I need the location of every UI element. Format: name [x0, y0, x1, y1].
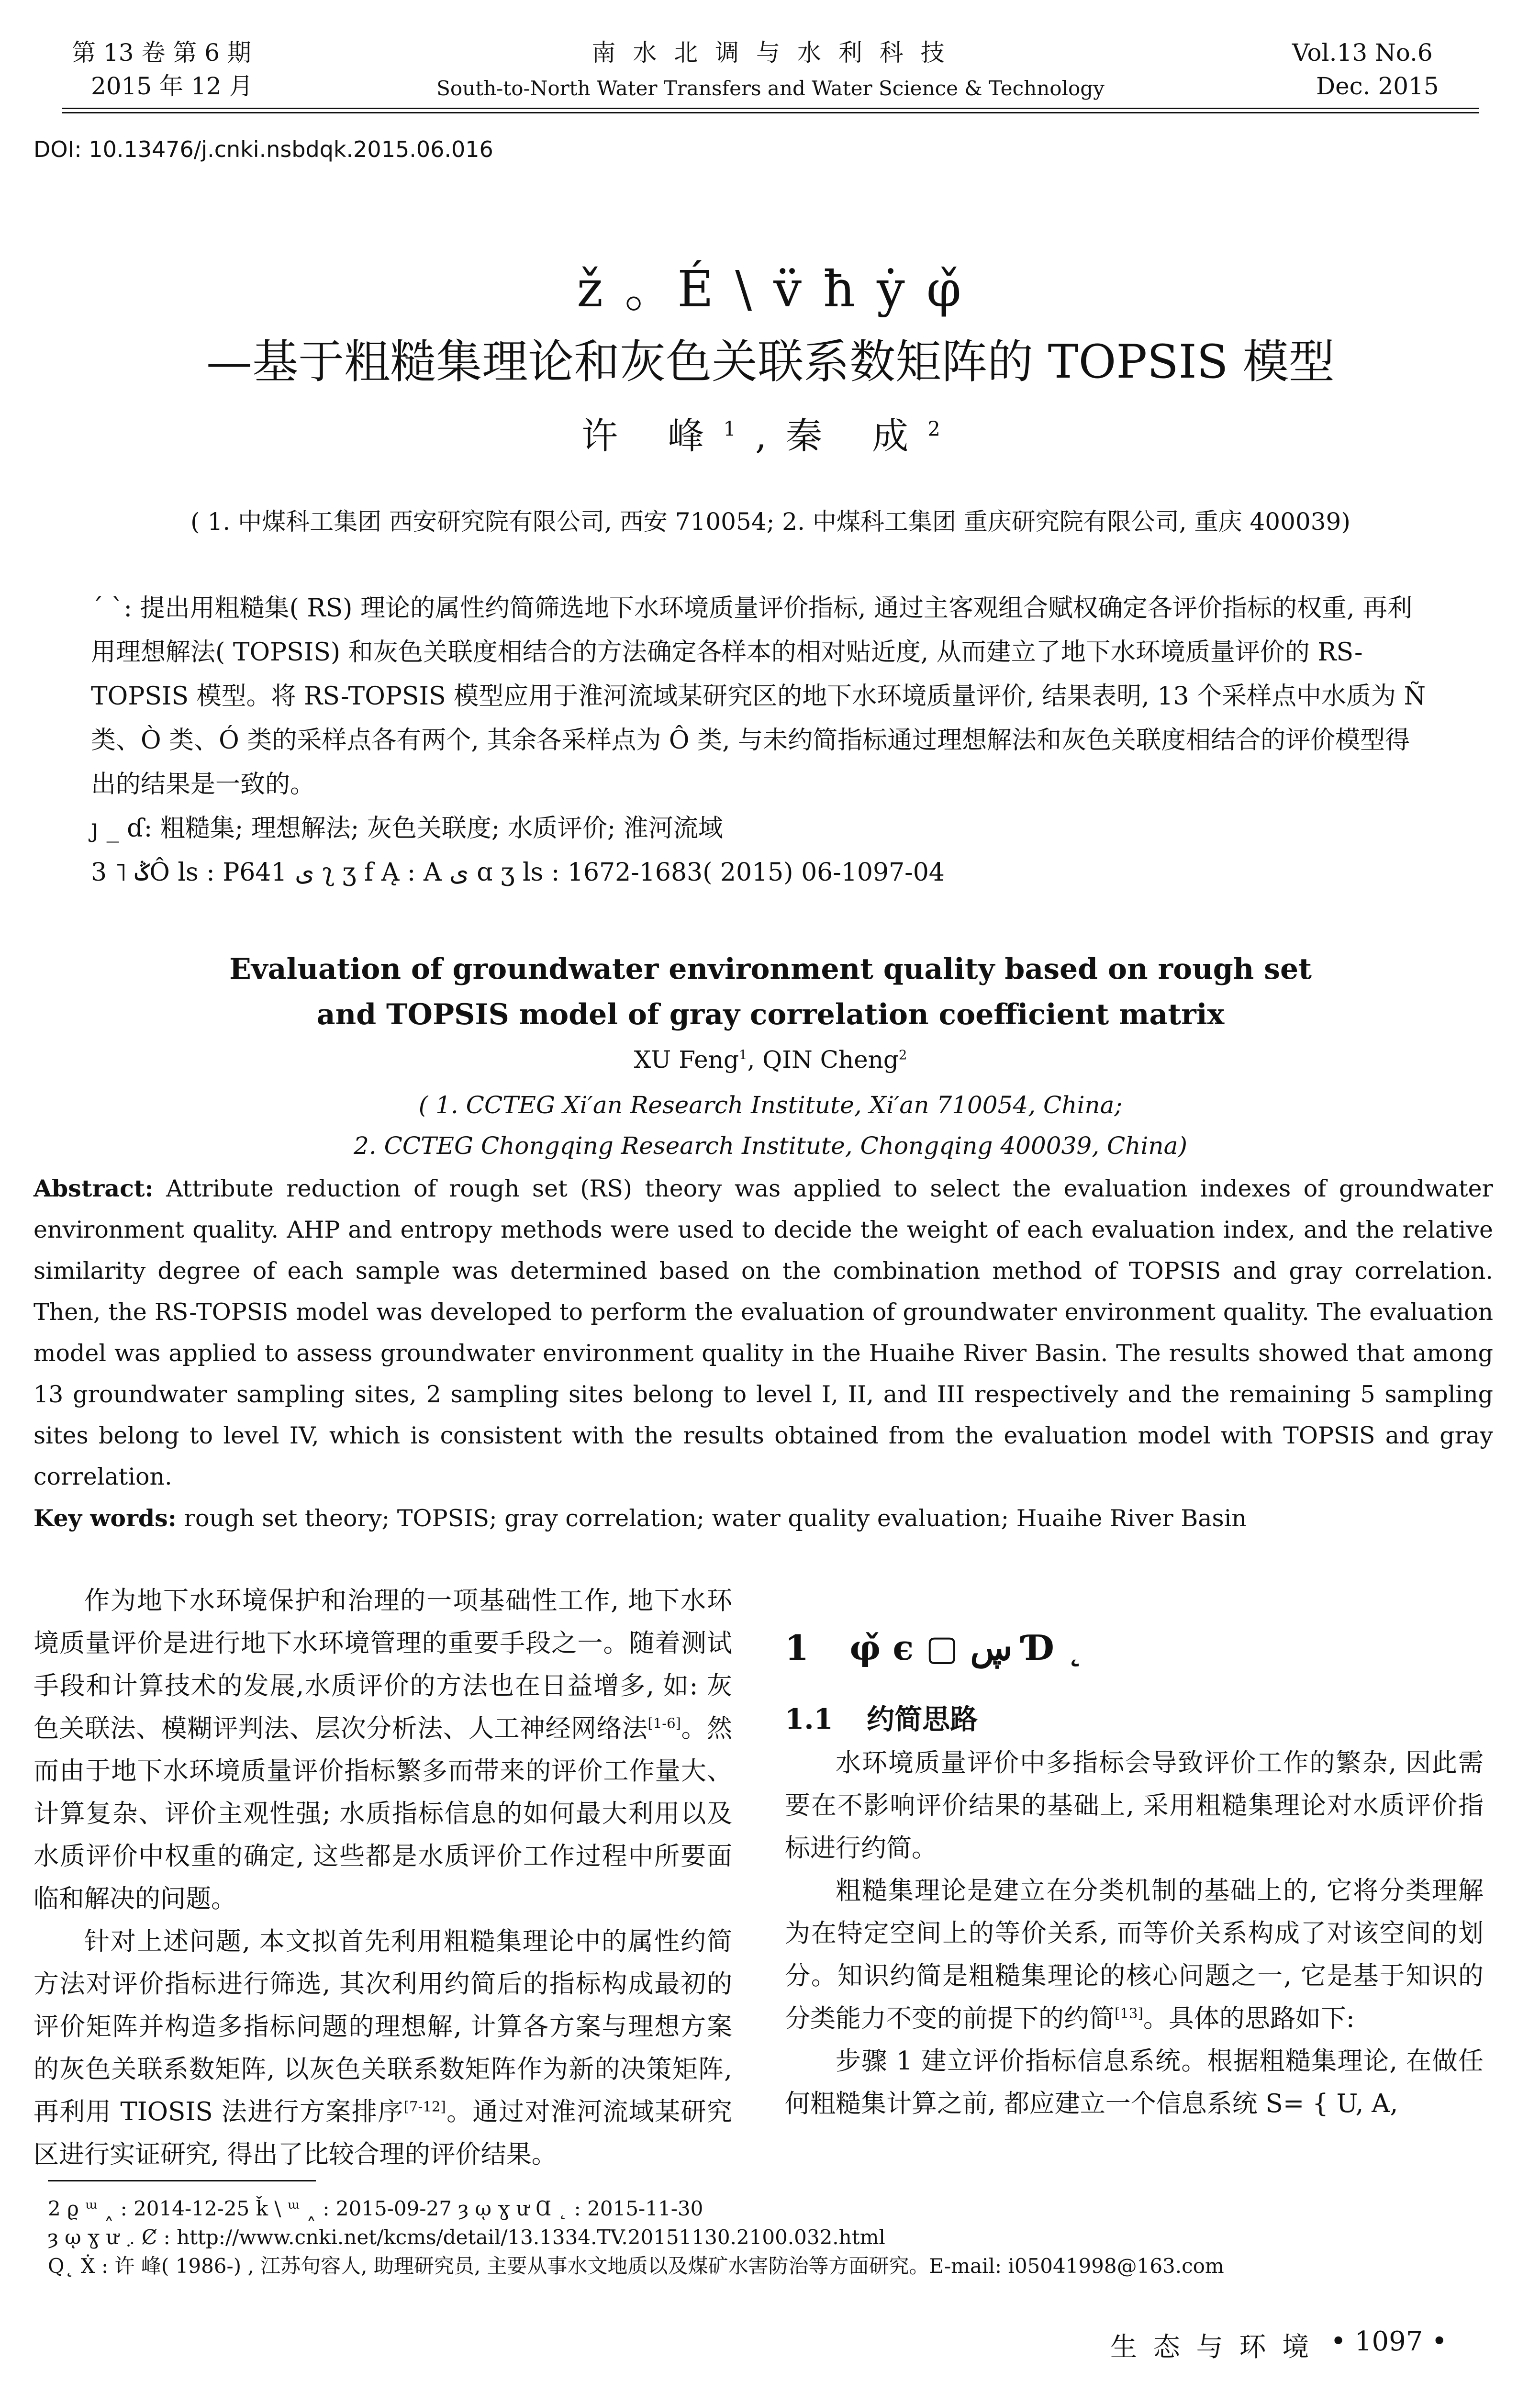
abstract-en	[33, 1168, 1493, 1539]
subsection-1-1-heading	[785, 1697, 1484, 1737]
footnote-online-url: ȝ ῳ ɣ ư ܇ Ȼ : http://www.cnki.net/kcms/detail/13.1334.TV.20151130.2100.032.html	[48, 2225, 885, 2249]
intro-paragraph-1	[33, 1579, 732, 1920]
affiliation-en-line-1: ( 1. CCTEG Xi′an Research Institute, Xi′an 710054, China;	[418, 1091, 1123, 1119]
intro-p2-text: 针对上述问题, 本文拟首先利用粗糙集理论中的属性约简方法对评价指标进行筛选, 其次利用约简后的指标构成最初的评价矩阵并构造多指标问题的理想解, 计算各方案与理想方案的灰色关联系数矩阵, 以灰色关联系数矩阵作为新的决策矩阵, 再利用 TIOSIS 法进行方案排序	[33, 1927, 732, 2126]
intro-p1-text-b: 。然而由于地下水环境质量评价指标繁多而带来的评价工作量大、计算复杂、评价主观性强; 水质指标信息的如何最大利用以及水质评价中权重的确定, 这些都是水质评价工作过程中所要面临和解决的问题。	[33, 1714, 733, 1913]
intro-p2-ref: [7-12]	[403, 2098, 446, 2115]
footnote-author-bio: Q˛ Ẋ : 许 峰( 1986-) , 江苏句容人, 助理研究员, 主要从事水文地质以及煤矿水害防治等方面研究。E-mail: i05041998@163.com	[48, 2254, 1224, 2278]
header-rule	[62, 108, 1479, 113]
affiliation-cn: ( 1. 中煤科工集团 西安研究院有限公司, 西安 710054; 2. 中煤科工集团 重庆研究院有限公司, 重庆 400039)	[190, 508, 1350, 536]
section-1-body	[785, 1742, 1484, 2125]
subsection-1-1-title: 约简思路	[867, 1703, 978, 1735]
sec1-p2-text-b: 。具体的思路如下:	[1143, 2004, 1355, 2033]
footer-section-name: 生 态 与 环 境	[1110, 2332, 1313, 2363]
journal-title-cn: 南 水 北 调 与 水 利 科 技	[591, 39, 949, 67]
body-left-column	[33, 1579, 732, 2176]
author-1-en: XU Feng	[634, 1046, 739, 1073]
volume-issue-cn: 第 13 卷 第 6 期	[72, 39, 251, 67]
section-1-heading	[785, 1627, 1484, 1668]
keywords-en: rough set theory; TOPSIS; gray correlation; water quality evaluation; Huaihe River Basin	[176, 1505, 1247, 1532]
author-1-cn: 许 峰	[581, 414, 724, 457]
subtitle-cn: —基于粗糙集理论和灰色关联系数矩阵的 TOPSIS 模型	[206, 335, 1335, 389]
footnote-dates: 2 ϱ ᵚ ˰ : 2014-12-25 ǩ \ ᵚ ˰ : 2015-09-27 ȝ ῳ ɣ ư Ɑ ˛ : 2015-11-30	[48, 2197, 703, 2220]
abstract-cn	[91, 586, 1426, 895]
intro-p1-text: 作为地下水环境保护和治理的一项基础性工作, 地下水环境质量评价是进行地下水环境管理的重要手段之一。随着测试手段和计算技术的发展,水质评价的方法也在日益增多, 如: 灰色关联法、模糊评判法、层次分析法、人工神经网络法	[33, 1586, 732, 1743]
keywords-en-label: Key words:	[33, 1504, 177, 1532]
volume-issue-en: Vol.13 No.6	[1292, 39, 1433, 67]
footnotes	[48, 2194, 1484, 2281]
footnote-rule	[48, 2180, 316, 2181]
subsection-1-1-number: 1.1	[785, 1703, 833, 1735]
sec1-paragraph-1: 水环境质量评价中多指标会导致评价工作的繁杂, 因此需要在不影响评价结果的基础上, 采用粗糙集理论对水质评价指标进行约简。	[785, 1748, 1484, 1863]
author-2-en: QIN Cheng	[762, 1046, 899, 1073]
author-1-affil-en: 1	[738, 1047, 748, 1063]
section-1-title: φ̌ є ▢ ڛ Ɗ ˛	[849, 1627, 1083, 1668]
authors-en	[62, 1046, 1479, 1073]
author-2-affil-en: 2	[898, 1047, 907, 1063]
abstract-en-label: Abstract:	[33, 1174, 154, 1202]
doi: DOI: 10.13476/j.cnki.nsbdqk.2015.06.016	[33, 136, 493, 162]
journal-title-en: South-to-North Water Transfers and Water Science & Technology	[436, 77, 1105, 100]
section-1-number: 1	[785, 1627, 809, 1668]
author-1-affil-cn: 1	[723, 417, 755, 441]
keywords-cn-label: ȷ _ ɗ	[91, 814, 144, 843]
author-sep-en: ,	[747, 1046, 763, 1073]
author-2-affil-cn: 2	[927, 417, 960, 441]
intro-paragraph-2	[33, 1920, 732, 2176]
title-en-line-2: and TOPSIS model of gray correlation coefficient matrix	[316, 998, 1225, 1031]
authors-cn	[62, 407, 1479, 459]
author-sep-cn: ,	[755, 414, 786, 457]
title-en-line-1: Evaluation of groundwater environment quality based on rough set	[229, 952, 1312, 986]
abstract-cn-text: : 提出用粗糙集( RS) 理论的属性约简筛选地下水环境质量评价指标, 通过主客观组合赋权确定各评价指标的权重, 再利用理想解法( TOPSIS) 和灰色关联度相结合的方法确定各样本的相对贴近度, 从而建立了地下水环境质量评价的 RS-TOPSIS 模型。将 RS-TOPSIS 模型应用于淮河流域某研究区的地下水环境质量评价, 结果表明, 13 个采样点中水质为 Ñ 类、Ò 类、Ó 类的采样点各有两个, 其余各采样点为 Ô 类, 与未约简指标通过理想解法和灰色关联度相结合的评价模型得出的结果是一致的。	[91, 594, 1426, 799]
keywords-cn: : 粗糙集; 理想解法; 灰色关联度; 水质评价; 淮河流域	[144, 814, 723, 843]
date-cn: 2015 年 12 月	[91, 72, 253, 100]
classification-cn: 3 ˥ ݣÔ ls : P641 ى ʅ ӡ f Ą : A ى ɑ ӡ ls : 1672-1683( 2015) 06-1097-04	[91, 858, 945, 887]
abstract-en-text: Attribute reduction of rough set (RS) theory was applied to select the evaluation indexes of groundwater environment quality. AHP and entropy methods were used to decide the weight of each evaluation index, and the relative similarity degree of each sample was determined based on the combination method of TOPSIS and gray correlation. Then, the RS-TOPSIS model was developed to perform the evaluation of groundwater environment quality. The evaluation model was applied to assess groundwater environment quality in the Huaihe River Basin. The results showed that among 13 groundwater sampling sites, 2 sampling sites belong to level I, II, and III respectively and the remaining 5 sampling sites belong to level IV, which is consistent with the results obtained from the evaluation model with TOPSIS and gray correlation.	[33, 1175, 1493, 1490]
date-en: Dec. 2015	[1316, 72, 1439, 100]
affiliation-en-line-2: 2. CCTEG Chongqing Research Institute, Chongqing 400039, China)	[354, 1132, 1187, 1160]
page-number: • 1097 •	[1330, 2326, 1448, 2357]
intro-p2-text-b: 。通过对淮河流域某研究区进行实证研究, 得出了比较合理的评价结果。	[33, 2097, 733, 2169]
sec1-paragraph-2	[785, 1869, 1484, 2040]
abstract-cn-label: ˊ ˋ	[91, 594, 124, 623]
sec1-p2-ref: [13]	[1115, 2005, 1143, 2022]
sec1-paragraph-3: 步骤 1 建立评价指标信息系统。根据粗糙集理论, 在做任何粗糙集计算之前, 都应建立一个信息系统 S= { U, A,	[785, 2046, 1484, 2118]
author-2-cn: 秦 成	[786, 414, 928, 457]
sec1-p2-text: 粗糙集理论是建立在分类机制的基础上的, 它将分类理解为在特定空间上的等价关系, 而等价关系构成了对该空间的划分。知识约简是粗糙集理论的核心问题之一, 它是基于知识的分类能力不变的前提下的约简	[785, 1876, 1484, 2033]
title-cn: ž 。É \ v̈ ħ ẏ φ̌	[577, 260, 964, 318]
body-right-column	[785, 1627, 1484, 2125]
intro-p1-ref: [1-6]	[647, 1715, 681, 1732]
